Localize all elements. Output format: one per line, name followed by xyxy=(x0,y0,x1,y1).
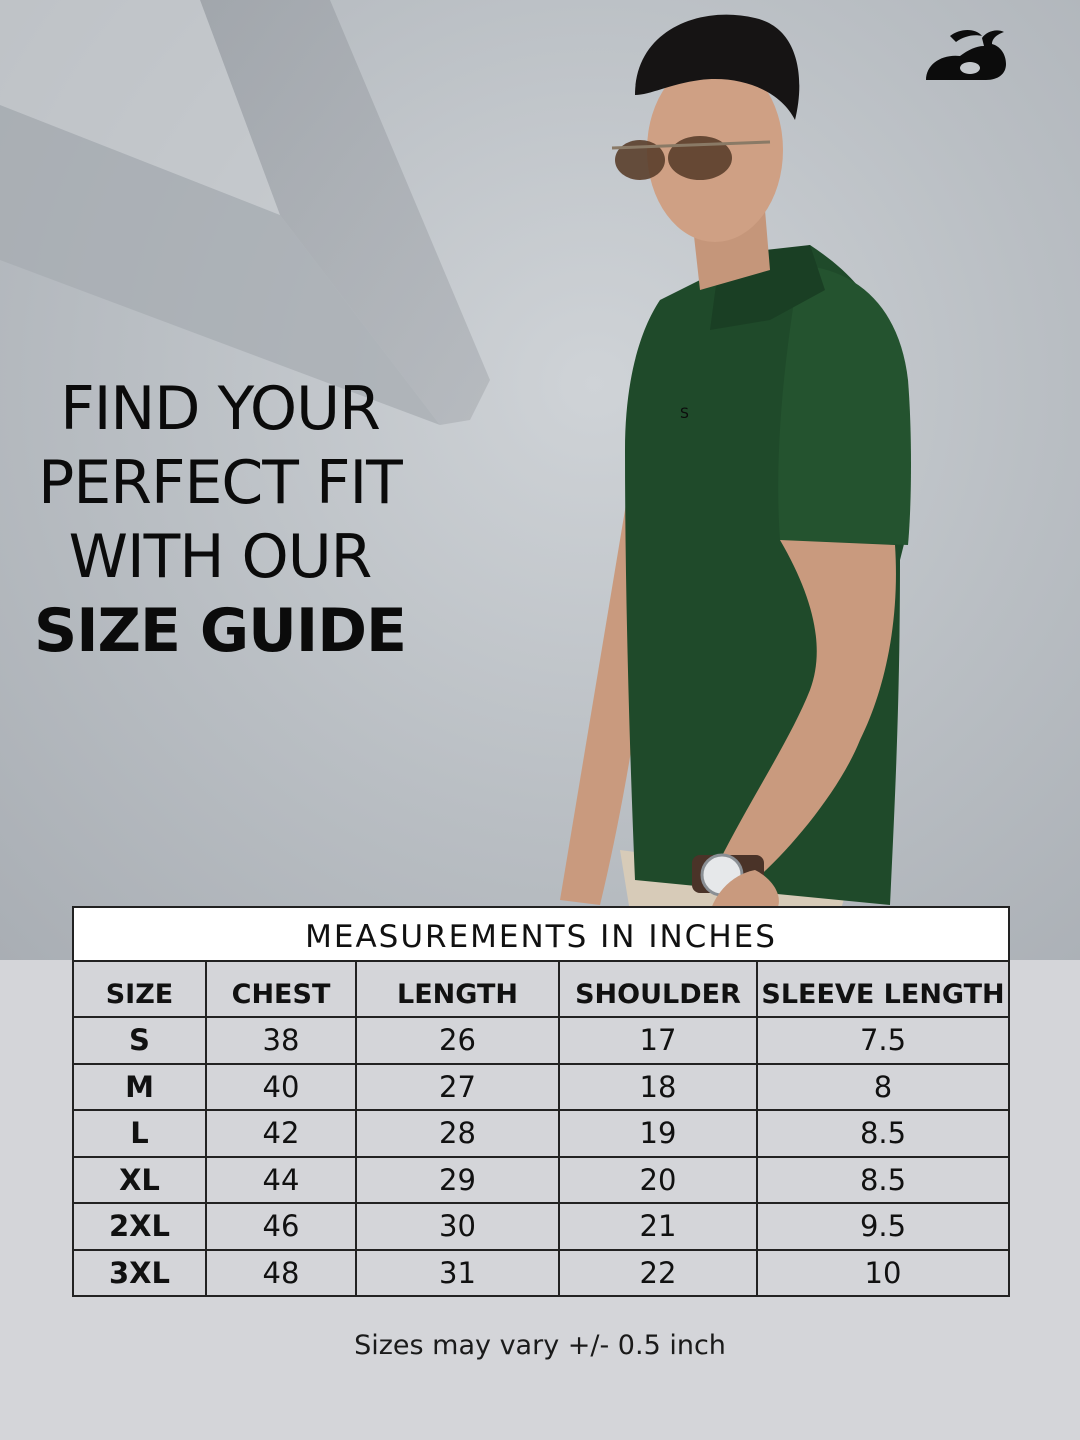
length-cell: 27 xyxy=(356,1064,559,1111)
svg-text:S: S xyxy=(680,406,689,422)
sleeve-length-cell: 7.5 xyxy=(757,1017,1009,1064)
shoulder-cell: 18 xyxy=(559,1064,757,1111)
size-cell: 2XL xyxy=(73,1203,206,1250)
chest-cell: 46 xyxy=(206,1203,356,1250)
size-cell: L xyxy=(73,1110,206,1157)
table-row xyxy=(73,1064,1009,1111)
sleeve-length-cell: 10 xyxy=(757,1250,1009,1297)
size-cell: S xyxy=(73,1017,206,1064)
size-cell: XL xyxy=(73,1157,206,1204)
sleeve-length-cell: 8.5 xyxy=(757,1110,1009,1157)
table-header-row xyxy=(73,961,1009,1017)
length-cell: 31 xyxy=(356,1250,559,1297)
chest-cell: 44 xyxy=(206,1157,356,1204)
shoulder-cell: 19 xyxy=(559,1110,757,1157)
size-variance-note: Sizes may vary +/- 0.5 inch xyxy=(354,1330,726,1361)
headline-line-4: SIZE GUIDE xyxy=(33,596,406,666)
column-header-sleeve-length: SLEEVE LENGTH xyxy=(757,961,1009,1017)
shoulder-cell: 20 xyxy=(559,1157,757,1204)
table-row xyxy=(73,1110,1009,1157)
headline-line-3: WITH OUR xyxy=(68,522,372,592)
sleeve-length-cell: 9.5 xyxy=(757,1203,1009,1250)
chest-cell: 42 xyxy=(206,1110,356,1157)
table-row xyxy=(73,1250,1009,1297)
headline xyxy=(20,372,420,668)
column-header-length: LENGTH xyxy=(356,961,559,1017)
table-row xyxy=(73,1017,1009,1064)
chest-cell: 48 xyxy=(206,1250,356,1297)
chest-cell: 38 xyxy=(206,1017,356,1064)
shoulder-cell: 22 xyxy=(559,1250,757,1297)
size-cell: 3XL xyxy=(73,1250,206,1297)
sleeve-length-cell: 8 xyxy=(757,1064,1009,1111)
model-photo xyxy=(540,0,960,912)
column-header-shoulder: SHOULDER xyxy=(559,961,757,1017)
rabbit-logo-icon xyxy=(920,24,1012,86)
length-cell: 30 xyxy=(356,1203,559,1250)
length-cell: 29 xyxy=(356,1157,559,1204)
table-row xyxy=(73,1203,1009,1250)
size-cell: M xyxy=(73,1064,206,1111)
shoulder-cell: 17 xyxy=(559,1017,757,1064)
shoulder-cell: 21 xyxy=(559,1203,757,1250)
column-header-size: SIZE xyxy=(73,961,206,1017)
headline-line-1: FIND YOUR xyxy=(60,374,380,444)
length-cell: 28 xyxy=(356,1110,559,1157)
column-header-chest: CHEST xyxy=(206,961,356,1017)
table-row xyxy=(73,1157,1009,1204)
length-cell: 26 xyxy=(356,1017,559,1064)
size-chart-table xyxy=(72,906,1010,1297)
sleeve-length-cell: 8.5 xyxy=(757,1157,1009,1204)
headline-line-2: PERFECT FIT xyxy=(38,448,402,518)
chest-cell: 40 xyxy=(206,1064,356,1111)
table-caption: MEASUREMENTS IN INCHES xyxy=(73,907,1009,961)
